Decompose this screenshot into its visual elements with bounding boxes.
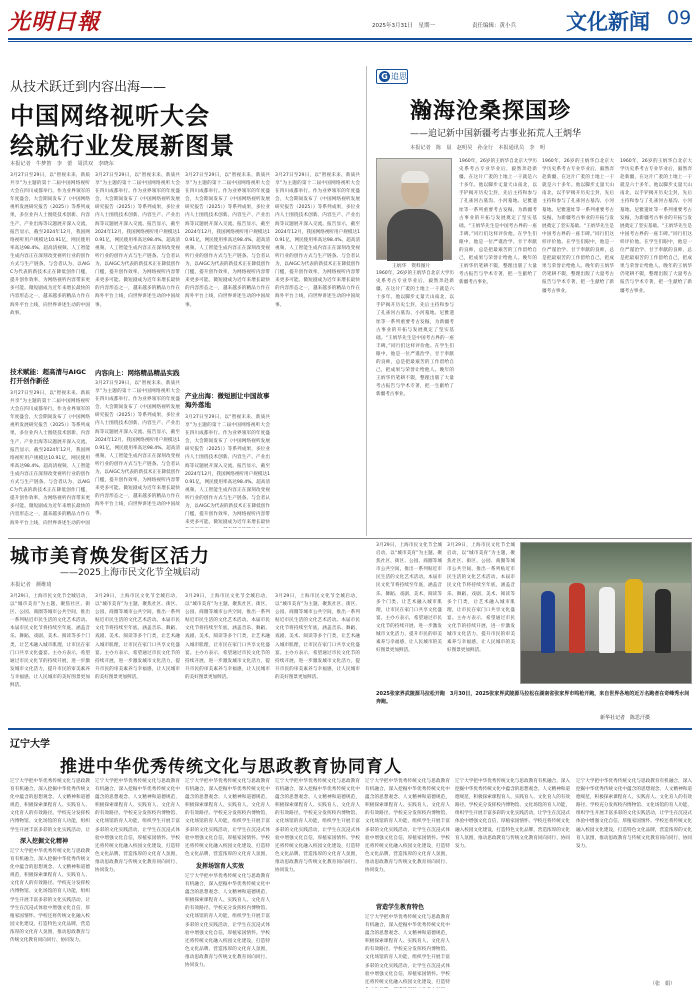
story-headline: 推进中华优秀传统文化与思政教育协同育人 — [60, 757, 402, 777]
runner-figure — [541, 591, 555, 653]
story-body-col3: 3月27日至29日，以“智视未来、新质共享”为主题的第十二届中国网络视听大会在四川成都举行。作为业界领军的年度盛会，大会期间发布了《中国网络视听发展研究报告（2025）》等系列成果，多位业内人士围绕技术创新、内容生产、产业出海等议题展开深入交流。报告显示，截至2024年12月，我国网络视听用户规模达10.91亿，网民使用率高达98.4%。超高清视频、人工智能生成内容正在深刻改变视听行业的创作方式与生产链条。与会者认为，以AIGC为代表的新技术正在降低创作门槛，提升创作效率，为网络视听内容带来更多可能。微短剧成为近年来增长最快的内容形态之一，越来越多的精品力作在海外平台上线，向世界讲述生动的中国故事。 — [185, 173, 270, 308]
story-subhead-culture: 深入挖掘文化精神 — [20, 838, 69, 845]
newspaper-logo: 光明日報 — [8, 9, 101, 35]
story-headline: 中国网络视听大会 — [10, 101, 210, 130]
story-body-col4: 1960年，26岁的王炳华自北京大学历史系考古专业毕业后，毅然奔赴新疆，在这片广袤的土地上一干就是六十多年。他以脚步丈量天山南北，以手铲揭开历史尘封，先后主持和参与了孔雀河古墓沟、小河墓地、尼雅遗址等一系列重要考古发掘，为新疆考古事业的开拓与发展奠定了坚实基础。“王炳华先生是中国考古界的一座丰碑。”同行们这样评价他。在学生们眼中，他是一位严谨治学、甘于奉献的良师，总是把最艰苦的工作留给自己，把成果与荣誉让给他人。晚年的王炳华仍笔耕不辍，整理出版了大量考古报告与学术专著，把一生献给了新疆考古事业。 — [620, 159, 692, 294]
story-body-col1: 辽宁大学把中华优秀传统文化与思政教育有机融合，深入挖掘中华优秀传统文化中蕴含的思想观念、人文精神和道德规范，积极探索课程育人、实践育人、文化育人的有效路径。学校充分发挥校内博物馆、文化场馆的育人功能，组织学生开展丰富多彩的文化实践活动，让 — [10, 779, 90, 832]
story-body-col3b: 3月27日至29日，以“智视未来、新质共享”为主题的第十二届中国网络视听大会在四川成都举行。作为业界领军的年度盛会，大会期间发布了《中国网络视听发展研究报告（2025）》等系列成果，多位业内人士围绕技术创新、内容生产、产业出海等议题展开深入交流。报告显示，截至2024年12月，我国网络视听用户规模达10.91亿，网民使用率高达98.4%。超高清视频、人工智能生成内容正在深刻改变视听行业的创作方式与生产链条。与会者认为，以AIGC为代表的新技术正在降低创作门槛，提升创作效率，为网络视听内容带来更多可能。微短剧成为近年来增长最快 — [185, 415, 270, 526]
story-author-tag: （张 娟） — [650, 981, 676, 987]
story-body-col5b: 辽宁大学把中华优秀传统文化与思政教育有机融合，深入挖掘中华优秀传统文化中蕴含的思想观念、人文精神和道德规范，积极探索课程育人、实践育人、文化育人的有效路径。学校充分发挥校内博物馆、文化场馆的育人功能，组织学生开展丰富多彩的文化实践活动，让学生在沉浸式体验中增强文化自信，厚植家国情怀。学校还将传统文化融入校园文化建设，打造特 — [365, 915, 450, 985]
column-divider — [366, 66, 367, 536]
story-headline: 城市美育焕发街区活力 — [10, 545, 211, 567]
section-title: 文化新闻 — [566, 9, 650, 34]
story-subhead-tech: 技术赋能：超高清与AIGC打开创作新径 — [10, 368, 87, 385]
middle-filler-col2: 3月29日，上海市民文化节全城启动，以“城市美育”为主题，聚焦社区、街区、公园、商圈等城市公共空间，推出一系列贴近市民生活的文化艺术活动。本届市民文化节将持续至年底，涵盖音乐、舞蹈、戏剧、美术、阅读等多个门类，让艺术融入城市肌理，让市民在家门口共享文化盛宴。主办方表示，希望通过市民文化节的持续开展，进一步激发城市文化活力，提升市民的审美素养与幸福感，让人民城市的美好图景更加鲜活。 — [447, 543, 515, 654]
story-body-col2: 辽宁大学把中华优秀传统文化与思政教育有机融合，深入挖掘中华优秀传统文化中蕴含的思想观念、人文精神和道德规范，积极探索课程育人、实践育人、文化育人的有效路径。学校充分发挥校内博物馆、文化场馆的育人功能，组织学生开展丰富多彩的文化实践活动，让学生在沉浸式体验中增强文化自信，厚植家国情怀。学校还将传统文化融入校园文化建设，打造特色文化品牌，营造浓厚的文化育人氛围，推动思政教育与传统文化教育同向同行、协同发力。 — [95, 779, 180, 874]
editor-line: 责任编辑：黄小兵 — [472, 23, 517, 29]
story-body-col3b: 辽宁大学把中华优秀传统文化与思政教育有机融合，深入挖掘中华优秀传统文化中蕴含的思想观念、人文精神和道德规范，积极探索课程育人、实践育人、文化育人的有效路径。学校充分发挥校内博物馆、文化场馆的育人功能，组织学生开展丰富多彩的文化实践活动，让学生在沉浸式体验中增强文化自信，厚植家国情怀。学校还将传统文化融入校园文化建设，打造特色文化品牌，营造浓厚的文化育人氛围，推动思政教育与传统文化教育同向同行、协同发力。 — [185, 874, 270, 969]
story-body-col1b: 辽宁大学把中华优秀传统文化与思政教育有机融合，深入挖掘中华优秀传统文化中蕴含的思想观念、人文精神和道德规范，积极探索课程育人、实践育人、文化育人的有效路径。学校充分发挥校内博物馆、文化场馆的育人功能，组织学生开展丰富多彩的文化实践活动，让学生在沉浸式体验中增强文化自信，厚植家国情怀。学校还将传统文化融入校园文化建设，打造特色文化品牌，营造浓厚的文化育人氛围，推动思政教育与传统文化教育同向同行、协同发力。 — [10, 849, 90, 944]
story-subhead-content: 内容向上：网络精品精品实践 — [95, 369, 180, 377]
story-subtitle: ——追记新中国新疆考古事业拓荒人王炳华 — [410, 129, 582, 139]
story-body-col5: 辽宁大学把中华优秀传统文化与思政教育有机融合，深入挖掘中华优秀传统文化中蕴含的思想观念、人文精神和道德规范，积极探索课程育人、实践育人、文化育人的有效路径。学校充分发挥校内博物馆、文化场馆的育人功能，组织学生开展丰富多彩的文化实践活动，让学生在沉浸式体验中增强文化自信，厚植家国情怀。学校还将传统文化融入校园文化建设，打造特色文化品牌，营造浓厚的文化育人氛围，推动思政教育与传统文化教育同向同行、协同发力。 — [365, 779, 450, 874]
story-body-col1: 3月29日，上海市民文化节全城启动，以“城市美育”为主题，聚焦社区、街区、公园、商圈等城市公共空间，推出一系列贴近市民生活的文化艺术活动。本届市民文化节将持续至年底，涵盖音乐、舞蹈、戏剧、美术、阅读等多个门类，让艺术融入城市肌理，让市民在家门口共享文化盛宴。主办方表示，希望通过市民文化节的持续开展，进一步激发城市文化活力，提升市民的审美素养与幸福感，让人民城市的美好图景更加鲜活。 — [10, 594, 90, 689]
story-byline: 本报记者 颜维琦 — [10, 582, 52, 588]
portrait-body — [387, 209, 443, 261]
middle-filler-col1: 3月29日，上海市民文化节全城启动，以“城市美育”为主题，聚焦社区、街区、公园、商圈等城市公共空间，推出一系列贴近市民生活的文化艺术活动。本届市民文化节将持续至年底，涵盖音乐、舞蹈、戏剧、美术、阅读等多个门类，让艺术融入城市肌理，让市民在家门口共享文化盛宴。主办方表示，希望通过市民文化节的持续开展，进一步激发城市文化活力，提升市民的审美素养与幸福感，让人民城市的美好图景更加鲜活。 — [376, 543, 442, 654]
story-body-col6: 辽宁大学把中华优秀传统文化与思政教育有机融合，深入挖掘中华优秀传统文化中蕴含的思想观念、人文精神和道德规范，积极探索课程育人、实践育人、文化育人的有效路径。学校充分发挥校内博物馆、文化场馆的育人功能，组织学生开展丰富多彩的文化实践活动，让学生在沉浸式体验中增强文化自信，厚植家国情怀。学校还将传统文化融入校园文化建设，打造特色文化品牌，营造浓厚的文化育人氛围，推动思政教育与传统文化教育同向同行、协同发力。 — [455, 779, 570, 849]
story-headline: 瀚海沧桑探国珍 — [410, 98, 572, 124]
university-tag: 辽宁大学 — [10, 739, 50, 750]
story-subhead-overseas: 产业出海：微短剧让中国故事海外落地 — [185, 392, 270, 409]
story-body-col3: 3月29日，上海市民文化节全城启动，以“城市美育”为主题，聚焦社区、街区、公园、商圈等城市公共空间，推出一系列贴近市民生活的文化艺术活动。本届市民文化节将持续至年底，涵盖音乐、舞蹈、戏剧、美术、阅读等多个门类，让艺术融入城市肌理，让市民在家门口共享文化盛宴。主办方表示，希望通过市民文化节的持续开展，进一步激发城市文化活力，提升市民的审美素养与幸福感，让人民城市的美好图景更加鲜活。 — [185, 594, 270, 680]
section-divider — [8, 538, 692, 539]
story-body-col4: 3月29日，上海市民文化节全城启动，以“城市美育”为主题，聚焦社区、街区、公园、商圈等城市公共空间，推出一系列贴近市民生活的文化艺术活动。本届市民文化节将持续至年底，涵盖音乐、舞蹈、戏剧、美术、阅读等多个门类，让艺术融入城市肌理，让市民在家门口共享文化盛宴。主办方表示，希望通过市民文化节的持续开展，进一步激发城市文化活力，提升市民的审美素养与幸福感，让人民城市的美好图景更加鲜活。 — [275, 594, 360, 680]
story-body-col1b: 3月27日至29日，以“智视未来、新质共享”为主题的第十二届中国网络视听大会在四川成都举行。作为业界领军的年度盛会，大会期间发布了《中国网络视听发展研究报告（2025）》等系列成果，多位业内人士围绕技术创新、内容生产、产业出海等议题展开深入交流。报告显示，截至2024年12月，我国网络视听用户规模达10.91亿，网民使用率高达98.4%。超高清视频、人工智能生成内容正在深刻改变视听行业的创作方式与生产链条。与会者认为，以AIGC为代表的新技术正在降低创作门槛，提升创作效率，为网络视听内容带来更多可能。微短剧成为近年来增长最快的内容形态之一，越来越多的精品力作在海外平台上线，向世界讲述生动的中国 — [10, 391, 90, 526]
tribute-g-icon: G — [379, 71, 390, 82]
portrait-caption: 王炳华 资料图片 — [392, 264, 431, 269]
portrait-photo — [376, 158, 452, 260]
photo-mountain — [521, 543, 692, 583]
story-body-col2b: 3月27日至29日，以“智视未来、新质共享”为主题的第十二届中国网络视听大会在四川成都举行。作为业界领军的年度盛会，大会期间发布了《中国网络视听发展研究报告（2025）》等系列成果，多位业内人士围绕技术创新、内容生产、产业出海等议题展开深入交流。报告显示，截至2024年12月，我国网络视听用户规模达10.91亿，网民使用率高达98.4%。超高清视频、人工智能生成内容正在深刻改变视听行业的创作方式与生产链条。与会者认为，以AIGC为代表的新技术正在降低创作门槛，提升创作效率，为网络视听内容带来更多可能。微短剧成为近年来增长最快的内容形态之一，越来越多的精品力作在海外平台上线，向世界讲述生动的中国故事。 — [95, 381, 180, 516]
story-headline-second-line: 绘就行业发展新图景 — [10, 131, 235, 160]
runner-figure — [569, 583, 585, 653]
story-byline: 本报记者 牛梦笛 李 蕾 周洪双 李晓东 — [10, 161, 114, 167]
story-body-col2: 3月29日，上海市民文化节全城启动，以“城市美育”为主题，聚焦社区、街区、公园、商圈等城市公共空间，推出一系列贴近市民生活的文化艺术活动。本届市民文化节将持续至年底，涵盖音乐、舞蹈、戏剧、美术、阅读等多个门类，让艺术融入城市肌理，让市民在家门口共享文化盛宴。主办方表示，希望通过市民文化节的持续开展，进一步激发城市文化活力，提升市民的审美素养与幸福感，让人民城市的美好图景更加鲜活。 — [95, 594, 180, 680]
story-subhead-venue: 发挥场馆育人实效 — [196, 863, 245, 870]
story-body-col1a: 1960年，26岁的王炳华自北京大学历史系考古专业毕业后，毅然奔赴新疆，在这片广袤的土地上一干就是六十多年。他以脚步丈量天山南北，以手铲揭开历史尘封，先后主持和参与了孔雀河古墓沟、小河墓地、尼雅遗址等一系列重要考古发掘，为新疆考古事业的开拓与发展奠定了坚实基础。“王炳华先生是中国考古界的一座丰碑。”同行们这样评价他。在学生们眼中，他是一位严谨治学、甘于奉献的良师，总是把最艰苦的工作留给自己，把成果与荣誉让给他人。晚年的王炳华仍笔耕不辍，整理出版了大量考古报告与学术专著，把一生献给了新疆考古事业。 — [376, 271, 454, 398]
story-body-col4: 辽宁大学把中华优秀传统文化与思政教育有机融合，深入挖掘中华优秀传统文化中蕴含的思想观念、人文精神和道德规范，积极探索课程育人、实践育人、文化育人的有效路径。学校充分发挥校内博物馆、文化场馆的育人功能，组织学生开展丰富多彩的文化实践活动，让学生在沉浸式体验中增强文化自信，厚植家国情怀。学校还将传统文化融入校园文化建设，打造特色文化品牌，营造浓厚的文化育人氛围，推动思政教育与传统文化教育同向同行、协同发力。 — [275, 779, 360, 874]
portrait-hair — [401, 171, 429, 183]
photo-road — [521, 651, 692, 684]
story-subhead-student: 营造学生教育特色 — [376, 904, 425, 911]
story-byline: 本报记者 陈 晨 赵明昊 孙金行 本报通讯员 李 明 — [410, 145, 545, 151]
bottom-block-rule — [8, 728, 692, 730]
date-line: 2025年3月31日 星期一 — [372, 23, 435, 29]
masthead-rule-thin — [8, 41, 692, 42]
tribute-tag-label: 追思 — [391, 72, 407, 81]
tribute-tag — [376, 69, 408, 84]
marathon-photo — [520, 542, 692, 684]
runner-figure — [625, 579, 643, 653]
page-number: 09 — [667, 7, 692, 29]
masthead-rule — [8, 38, 692, 40]
story-kicker: 从技术跃迁到内容出海—— — [10, 80, 167, 95]
story-body-col1: 3月27日至29日，以“智视未来、新质共享”为主题的第十二届中国网络视听大会在四川成都举行。作为业界领军的年度盛会，大会期间发布了《中国网络视听发展研究报告（2025）》等系列成果，多位业内人士围绕技术创新、内容生产、产业出海等议题展开深入交流。报告显示，截至2024年12月，我国网络视听用户规模达10.91亿，网民使用率高达98.4%。超高清视频、人工智能生成内容正在深刻改变视听行业的创作方式与生产链条。与会者认为，以AIGC为代表的新技术正在降低创作门槛，提升创作效率，为网络视听内容带来更多可能。微短剧成为近年来增长最快的内容形态之一，越来越多的精品力作在海外平台上线，向世界讲述生动的中国故事。 — [10, 173, 90, 316]
runner-figure — [655, 589, 671, 653]
runner-figure — [599, 587, 615, 653]
story-body-col3: 1960年，26岁的王炳华自北京大学历史系考古专业毕业后，毅然奔赴新疆，在这片广袤的土地上一干就是六十多年。他以脚步丈量天山南北，以手铲揭开历史尘封，先后主持和参与了孔雀河古墓沟、小河墓地、尼雅遗址等一系列重要考古发掘，为新疆考古事业的开拓与发展奠定了坚实基础。“王炳华先生是中国考古界的一座丰碑。”同行们这样评价他。在学生们眼中，他是一位严谨治学、甘于奉献的良师，总是把最艰苦的工作留给自己，把成果与荣誉让给他人。晚年的王炳华仍笔耕不辍，整理出版了大量考古报告与学术专著，把一生献给了新疆考古事业。 — [542, 159, 614, 294]
story-body-col2: 1960年，26岁的王炳华自北京大学历史系考古专业毕业后，毅然奔赴新疆，在这片广袤的土地上一干就是六十多年。他以脚步丈量天山南北，以手铲揭开历史尘封，先后主持和参与了孔雀河古墓沟、小河墓地、尼雅遗址等一系列重要考古发掘，为新疆考古事业的开拓与发展奠定了坚实基础。“王炳华先生是中国考古界的一座丰碑。”同行们这样评价他。在学生们眼中，他是一位严谨治学、甘于奉献的良师，总是把最艰苦的工作留给自己，把成果与荣誉让给他人。晚年的王炳华仍笔耕不辍，整理出版了大量考古报告与学术专著，把一生献给了新疆考古事业。 — [459, 159, 537, 286]
story-subtitle: ——2025上海市民文化节全城启动 — [60, 568, 200, 578]
story-body-col7: 辽宁大学把中华优秀传统文化与思政教育有机融合，深入挖掘中华优秀传统文化中蕴含的思想观念、人文精神和道德规范，积极探索课程育人、实践育人、文化育人的有效路径。学校充分发挥校内博物馆、文化场馆的育人功能，组织学生开展丰富多彩的文化实践活动，让学生在沉浸式体验中增强文化自信，厚植家国情怀。学校还将传统文化融入校园文化建设，打造特色文化品牌，营造浓厚的文化育人氛围，推动思政教育与传统文化教育同向同行、协同发力。 — [576, 779, 692, 849]
marathon-photo-caption: 2025张家界武陵源马拉松开跑 3月30日，2025张家界武陵源马拉松在湖南省张家界市鸣枪开跑，来自世界各地的近万名跑者在奇峰秀水间奔跑。 — [376, 691, 690, 705]
marathon-photo-credit: 新华社记者 陈思汗摄 — [600, 715, 651, 721]
story-body-col4: 3月27日至29日，以“智视未来、新质共享”为主题的第十二届中国网络视听大会在四川成都举行。作为业界领军的年度盛会，大会期间发布了《中国网络视听发展研究报告（2025）》等系列成果，多位业内人士围绕技术创新、内容生产、产业出海等议题展开深入交流。报告显示，截至2024年12月，我国网络视听用户规模达10.91亿，网民使用率高达98.4%。超高清视频、人工智能生成内容正在深刻改变视听行业的创作方式与生产链条。与会者认为，以AIGC为代表的新技术正在降低创作门槛，提升创作效率，为网络视听内容带来更多可能。微短剧成为近年来增长最快的内容形态之一，越来越多的精品力作在海外平台上线，向世界讲述生动的中国故事。 — [275, 173, 360, 308]
story-body-col2: 3月27日至29日，以“智视未来、新质共享”为主题的第十二届中国网络视听大会在四川成都举行。作为业界领军的年度盛会，大会期间发布了《中国网络视听发展研究报告（2025）》等系列成果，多位业内人士围绕技术创新、内容生产、产业出海等议题展开深入交流。报告显示，截至2024年12月，我国网络视听用户规模达10.91亿，网民使用率高达98.4%。超高清视频、人工智能生成内容正在深刻改变视听行业的创作方式与生产链条。与会者认为，以AIGC为代表的新技术正在降低创作门槛，提升创作效率，为网络视听内容带来更多可能。微短剧成为近年来增长最快的内容形态之一，越来越多的精品力作在海外平台上线，向世界讲述生动的中国故事。 — [95, 173, 180, 308]
story-body-col3: 辽宁大学把中华优秀传统文化与思政教育有机融合，深入挖掘中华优秀传统文化中蕴含的思想观念、人文精神和道德规范，积极探索课程育人、实践育人、文化育人的有效路径。学校充分发挥校内博物馆、文化场馆的育人功能，组织学生开展丰富多彩的文化实践活动，让学生在沉浸式体验中增强文化自信，厚植家国情怀。学校还将传统文化融入校园文化建设，打造特色文化品牌，营造浓厚的文化育人氛围， — [185, 779, 270, 857]
